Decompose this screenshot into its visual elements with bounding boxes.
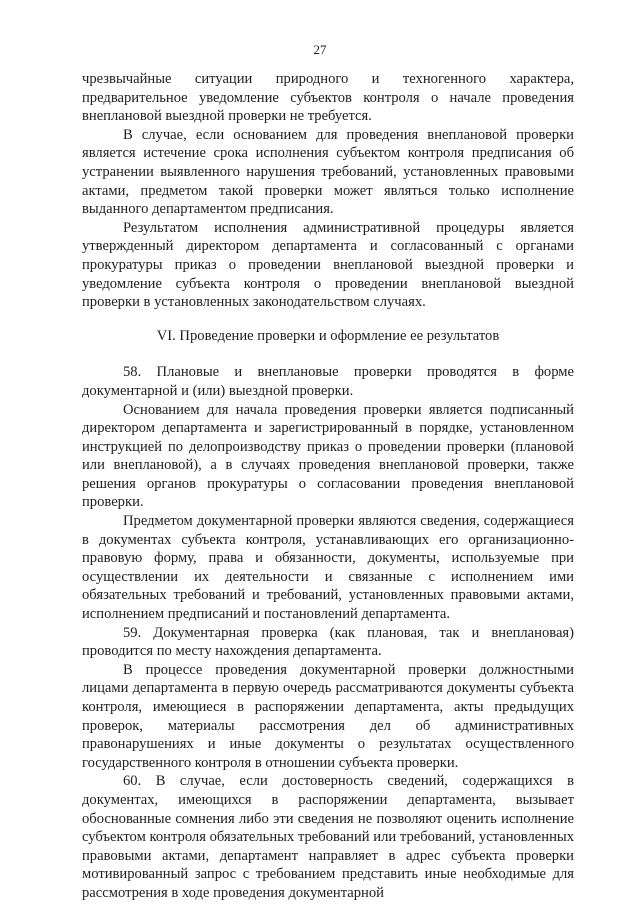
section-heading: VI. Проведение проверки и оформление ее результатов <box>156 327 500 344</box>
paragraph-review-process: В процессе проведения документарной проверки должностными лицами департамента в первую очередь рассматриваются документы субъекта контроля, имеющиеся в распоряжении департамента, акты предыдущих проверок, материалы рассмотрения дел об административных правонарушениях и иные документы о результатах осуществленного государственного контроля в отношении субъекта проверки. <box>82 661 574 771</box>
page-number: 27 <box>313 42 327 57</box>
paragraph-documentary-subject: Предметом документарной проверки являются сведения, содержащиеся в документах субъекта контроля, устанавливающих его организационно-правовую форму, права и обязанности, документы, используемые при осуществлении их деятельности и связанные с исполнением ими обязательных требований и требований, установленных правовыми актами, исполнением предписаний и постановлений департамента. <box>82 513 574 623</box>
paragraph-procedure-result: Результатом исполнения административной процедуры является утвержденный директором департамента и согласованный с органами прокуратуры приказ о проведении внеплановой выездной проверки и уведомление субъекта контроля о проведении внеплановой выездной проверки в установленных законодательством случаях. <box>82 219 574 311</box>
paragraph-prescription-check: В случае, если основанием для проведения внеплановой проверки является истечение срока исполнения субъектом контроля предписания об устранении выявленного нарушения требований, установленных правовыми актами, предметом такой проверки может являться только исполнение выданного департаментом предписания. <box>82 126 574 218</box>
document-body <box>82 70 574 903</box>
paragraph-emergency-continuation: чрезвычайные ситуации природного и техногенного характера, предварительное уведомление субъектов контроля о начале проведения внеплановой выездной проверки не требуется. <box>82 71 574 125</box>
paragraph-clause-60: 60. В случае, если достоверность сведений, содержащихся в документах, имеющихся в распоряжении департамента, вызывает обоснованные сомнения либо эти сведения не позволяют оценить исполнение субъектом контроля обязательных требований или требований, установленных правовыми актами, департамент направляет в адрес субъекта проверки мотивированный запрос с требованием представить иные необходимые для рассмотрения в ходе проведения документарной <box>82 773 574 901</box>
paragraph-clause-59: 59. Документарная проверка (как плановая, так и внеплановая) проводится по месту нахождения департамента. <box>82 624 574 660</box>
paragraph-clause-58: 58. Плановые и внеплановые проверки проводятся в форме документарной и (или) выездной проверки. <box>82 364 574 399</box>
paragraph-inspection-basis: Основанием для начала проведения проверки является подписанный директором департамента и зарегистрированный в порядке, установленном инструкцией по делопроизводству приказ о проведении проверки (плановой или внеплановой), а в случаях проведения внеплановой проверки, также решения органов прокуратуры о согласовании проведения внеплановой проверки. <box>82 401 574 511</box>
